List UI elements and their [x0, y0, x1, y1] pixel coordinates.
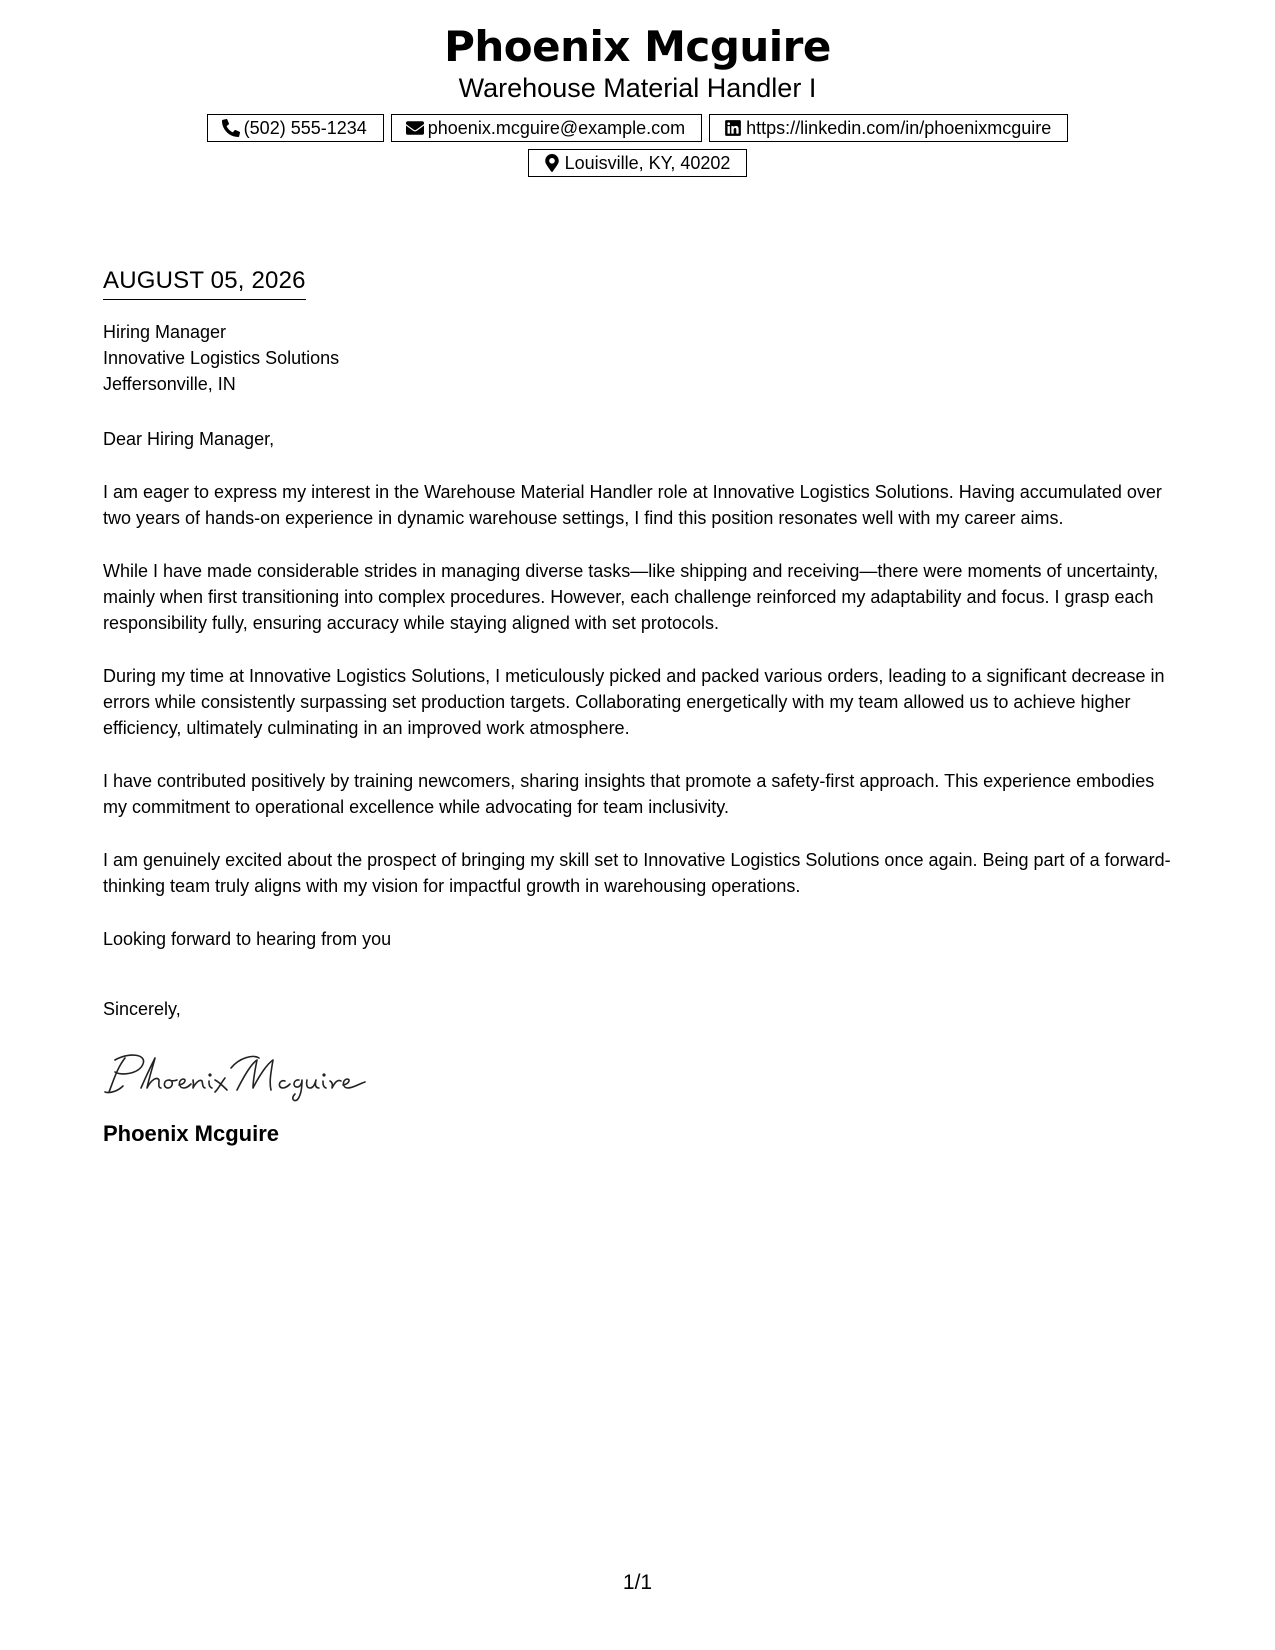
handwritten-signature [103, 1048, 1178, 1102]
recipient-block [103, 319, 1178, 397]
body-paragraph: While I have made considerable strides in managing diverse tasks—like shipping and receiving—there were moments of uncertainty, mainly when first transitioning into complex procedures. However, each challenge reinforced my adaptability and focus. I grasp each responsibility fully, ensuring accuracy while staying aligned with set protocols. [103, 561, 1159, 633]
body-paragraph: During my time at Innovative Logistics Solutions, I meticulously picked and packed various orders, leading to a significant decrease in errors while consistently surpassing set production targets. Collaborating energetically with my team allowed us to achieve higher efficiency, ultimately culminating in an improved work atmosphere. [103, 666, 1165, 738]
letter-date: AUGUST 05, 2026 [103, 266, 306, 300]
contact-linkedin-text: https://linkedin.com/in/phoenixmcguire [746, 118, 1052, 138]
body-paragraph: I am eager to express my interest in the Warehouse Material Handler role at Innovative Logistics Solutions. Having accumulated over two years of hands-on experience in dynamic warehouse settings, I find this position resonates well with my career aims. [103, 482, 1162, 528]
page-number: 1/1 [622, 1571, 653, 1594]
applicant-name: Phoenix Mcguire [444, 22, 831, 71]
closing-line: Looking forward to hearing from you [103, 929, 392, 949]
contact-email [391, 114, 702, 142]
signature-graphic [103, 1048, 373, 1102]
contact-linkedin [709, 114, 1068, 142]
recipient-company: Innovative Logistics Solutions [103, 348, 340, 368]
salutation: Dear Hiring Manager, [103, 429, 275, 449]
body-paragraph: I have contributed positively by training newcomers, sharing insights that promote a safety-first approach. This experience embodies my commitment to operational excellence while advocating for team inclusivity. [103, 771, 1155, 817]
contact-phone [207, 114, 384, 142]
linkedin-icon [724, 119, 742, 137]
contact-location-text: Louisville, KY, 40202 [564, 153, 731, 173]
map-marker-icon [543, 154, 561, 172]
letter-body [103, 266, 1178, 1148]
applicant-role: Warehouse Material Handler I [458, 73, 817, 103]
signer-name: Phoenix Mcguire [103, 1121, 280, 1146]
recipient-location: Jeffersonville, IN [103, 374, 236, 394]
contact-phone-text: (502) 555-1234 [243, 118, 367, 138]
phone-icon [222, 119, 240, 137]
body-paragraph: I am genuinely excited about the prospect of bringing my skill set to Innovative Logistics Solutions once again. Being part of a forward-thinking team truly aligns with my vision for impactful growth in warehousing operations. [103, 850, 1171, 896]
letter-header [0, 22, 1275, 177]
contact-list [0, 114, 1275, 177]
sign-off: Sincerely, [103, 999, 181, 1019]
contact-email-text: phoenix.mcguire@example.com [427, 118, 686, 138]
envelope-icon [406, 119, 424, 137]
contact-location [528, 149, 748, 177]
recipient-title: Hiring Manager [103, 322, 227, 342]
